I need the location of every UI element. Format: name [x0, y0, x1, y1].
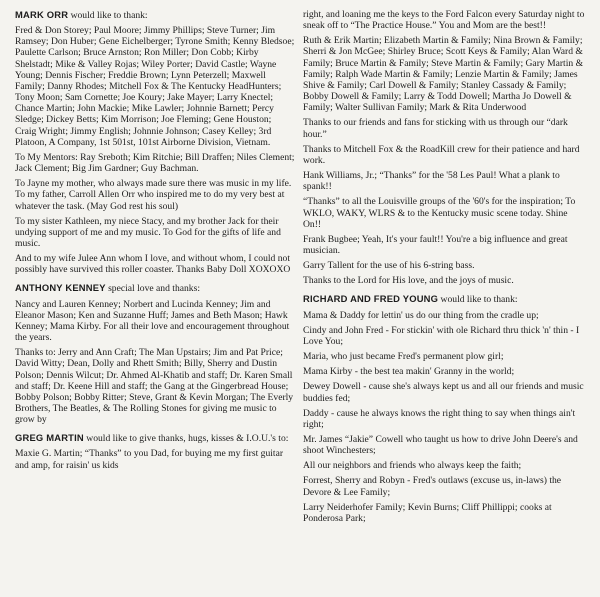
greg-martin-louisville: “Thanks” to all the Louisville groups of the '60's for the inspiration; To WKLO, WAKY, WLRS & to the Kentucky music scene today. Shine On!! — [303, 196, 576, 230]
greg-martin-friends: Thanks to our friends and fans for sticking with us through our “dark hour.” — [303, 117, 568, 140]
right-column — [303, 9, 586, 597]
mark-orr-mother: To Jayne my mother, who always made sure there was music in my life. To my father, Carroll Allen Orr who inspired me to do my very best at whatever the task. (May God rest his soul) — [15, 178, 292, 212]
richard-fred-maria: Maria, who just became Fred's permanent plow girl; — [303, 351, 504, 363]
richard-fred-intro: RICHARD AND FRED YOUNG would like to thank: — [303, 293, 518, 306]
richard-fred-larry: Larry Neiderhofer Family; Kevin Burns; Cliff Phillippi; cooks at Ponderosa Park; — [303, 501, 552, 524]
richard-fred-mama-kirby: Mama Kirby - the best tea makin' Granny in the world; — [303, 366, 515, 378]
anthony-kenney-name: ANTHONY KENNEY — [15, 282, 106, 294]
greg-martin-intro: GREG MARTIN would like to give thanks, hugs, kisses & I.O.U.'s to: — [15, 432, 289, 445]
anthony-kenney-family: Nancy and Lauren Kenney; Norbert and Lucinda Kenney; Jim and Eleanor Mason; Ken and Suzanne Huff; James and Beth Mason; Hawk Kenney; Mama Kirby. For all their love and encouragement throughout the years. — [15, 298, 290, 344]
richard-fred-mama-daddy: Mama & Daddy for lettin' us do our thing from the cradle up; — [303, 309, 539, 321]
richard-fred-forrest: Forrest, Sherry and Robyn - Fred's outlaws (excuse us, in-laws) the Devore & Lee Family; — [303, 475, 562, 498]
greg-martin-family: Ruth & Erik Martin; Elizabeth Martin & Family; Nina Brown & Family; Sherri & Jon McGee; Shirley Bruce; Scott Keys & Family; Alan Ward & Family; Bruce Martin & Family; Steve Martin & Family; Gary Martin & Family; Ralph Wade Martin & Family; Lenzie Martin & Family; James Shive & Family; Carl Dowell & Family; Stanley Cassady & Family; Bobby Dowell & Family; Larry & Todd Dowell; Martha Jo Dowell & Family; Walter Sullivan Family; Mark & Rita Underwood — [303, 35, 584, 114]
mark-orr-name: MARK ORR — [15, 9, 69, 20]
richard-fred-neighbors: All our neighbors and friends who always keep the faith; — [303, 460, 522, 472]
richard-fred-cindy-john: Cindy and John Fred - For stickin' with ole Richard thru thick 'n' thin - I Love You; — [303, 324, 580, 347]
richard-fred-dowell: Dewey Dowell - cause she's always kept us and all our friends and music buddies fed; — [303, 381, 584, 404]
greg-martin-mitchell: Thanks to Mitchell Fox & the RoadKill crew for their patience and hard work. — [303, 143, 580, 166]
greg-martin-garry: Garry Tallent for the use of his 6-string bass. — [303, 260, 475, 272]
mark-orr-mentors: To My Mentors: Ray Sreboth; Kim Ritchie; Bill Draffen; Niles Clement; Jack Clement; Big Jim Gardner; Guy Bachman. — [15, 151, 295, 175]
richard-fred-cowell: Mr. James “Jakie” Cowell who taught us how to drive John Deere's and shoot Winchesters; — [303, 434, 578, 457]
anthony-kenney-thanks: Thanks to: Jerry and Ann Craft; The Man Upstairs; Jim and Pat Price; David Witty; Dean, Dolly and Rhett Smith; Billy, Sherry and Dustin Polson; Dennis Wilcut; Dr. Ahmed Al-Khatib and staff; Dr. Karen Small and staff; Dr. Keene Hill and staff; the Gang at the Gingerbread House; Bobby Polson; Bobby Ritter; Steve, Grant & Kevin Morgan; The Everly Brothers, The Beatles, & The Rolling Stones for giving me music to grow by — [15, 347, 294, 426]
richard-fred-daddy: Daddy - cause he always knows the right thing to say when things ain't right; — [303, 407, 576, 430]
greg-martin-frank: Frank Bugbee; Yeah, It's your fault!! You're a big influence and great musician. — [303, 233, 568, 256]
greg-martin-start: Maxie G. Martin; “Thanks” to you Dad, for buying me my first guitar and amp, for raisin' us kids — [15, 448, 284, 471]
greg-martin-continued: right, and loaning me the keys to the Ford Falcon every Saturday night to sneak off to “The Practice House.” You and Mom are the best!! — [303, 9, 585, 32]
anthony-kenney-intro: ANTHONY KENNEY special love and thanks: — [15, 282, 200, 295]
left-column — [15, 9, 295, 597]
mark-orr-wife: And to my wife Julee Ann whom I love, and without whom, I could not possibly have survived this roller coaster. Thanks Baby Doll XOXOXO — [15, 253, 291, 276]
greg-martin-hank: Hank Williams, Jr.; “Thanks” for the '58 Les Paul! What a plank to spank!! — [303, 170, 560, 193]
mark-orr-thanks: Fred & Don Storey; Paul Moore; Jimmy Phillips; Steve Turner; Jim Ramsey; Don Huber; Gene Eichelberger; Tyrone Smith; Kenny Bledsoe; Paulette Carlson; Bruce Arnston; Ron Miller; Don Cobb; Kirby Shelstadt; Mike & Valley Rojas; Wiley Porter; David Castle; Wayne Young; Dennis Fischer; Freddie Brown; Lynn Peterzell; Maxwell Family; Danny Rhodes; Mitchell Fox & The Kentucky HeadHunters; Tony Moon; Sam Cornette; Joe Koury; Jake Mayer; Larry Knectel; Chance Martin; John Mackie; Mike Lawler; Johnnie Barnett; Percy Sledge; Dickey Betts; Kim Morrison; Joe Fleming; Gene Houston; Craig Wright; Jimmy English; Johnnie Johnson; Casey Kelley; 3rd Platoon, A Company, 1st 501st, 101st Airborne Division, Vietnam. — [15, 25, 295, 148]
mark-orr-intro: MARK ORR would like to thank: — [15, 9, 148, 21]
greg-martin-lord: Thanks to the Lord for His love, and the joys of music. — [303, 275, 514, 287]
richard-fred-name: RICHARD AND FRED YOUNG — [303, 293, 439, 305]
greg-martin-name: GREG MARTIN — [15, 432, 84, 444]
mark-orr-sister: To my sister Kathleen, my niece Stacy, and my brother Jack for their undying support of me and my music. To God for the gifts of life and music. — [15, 215, 281, 249]
